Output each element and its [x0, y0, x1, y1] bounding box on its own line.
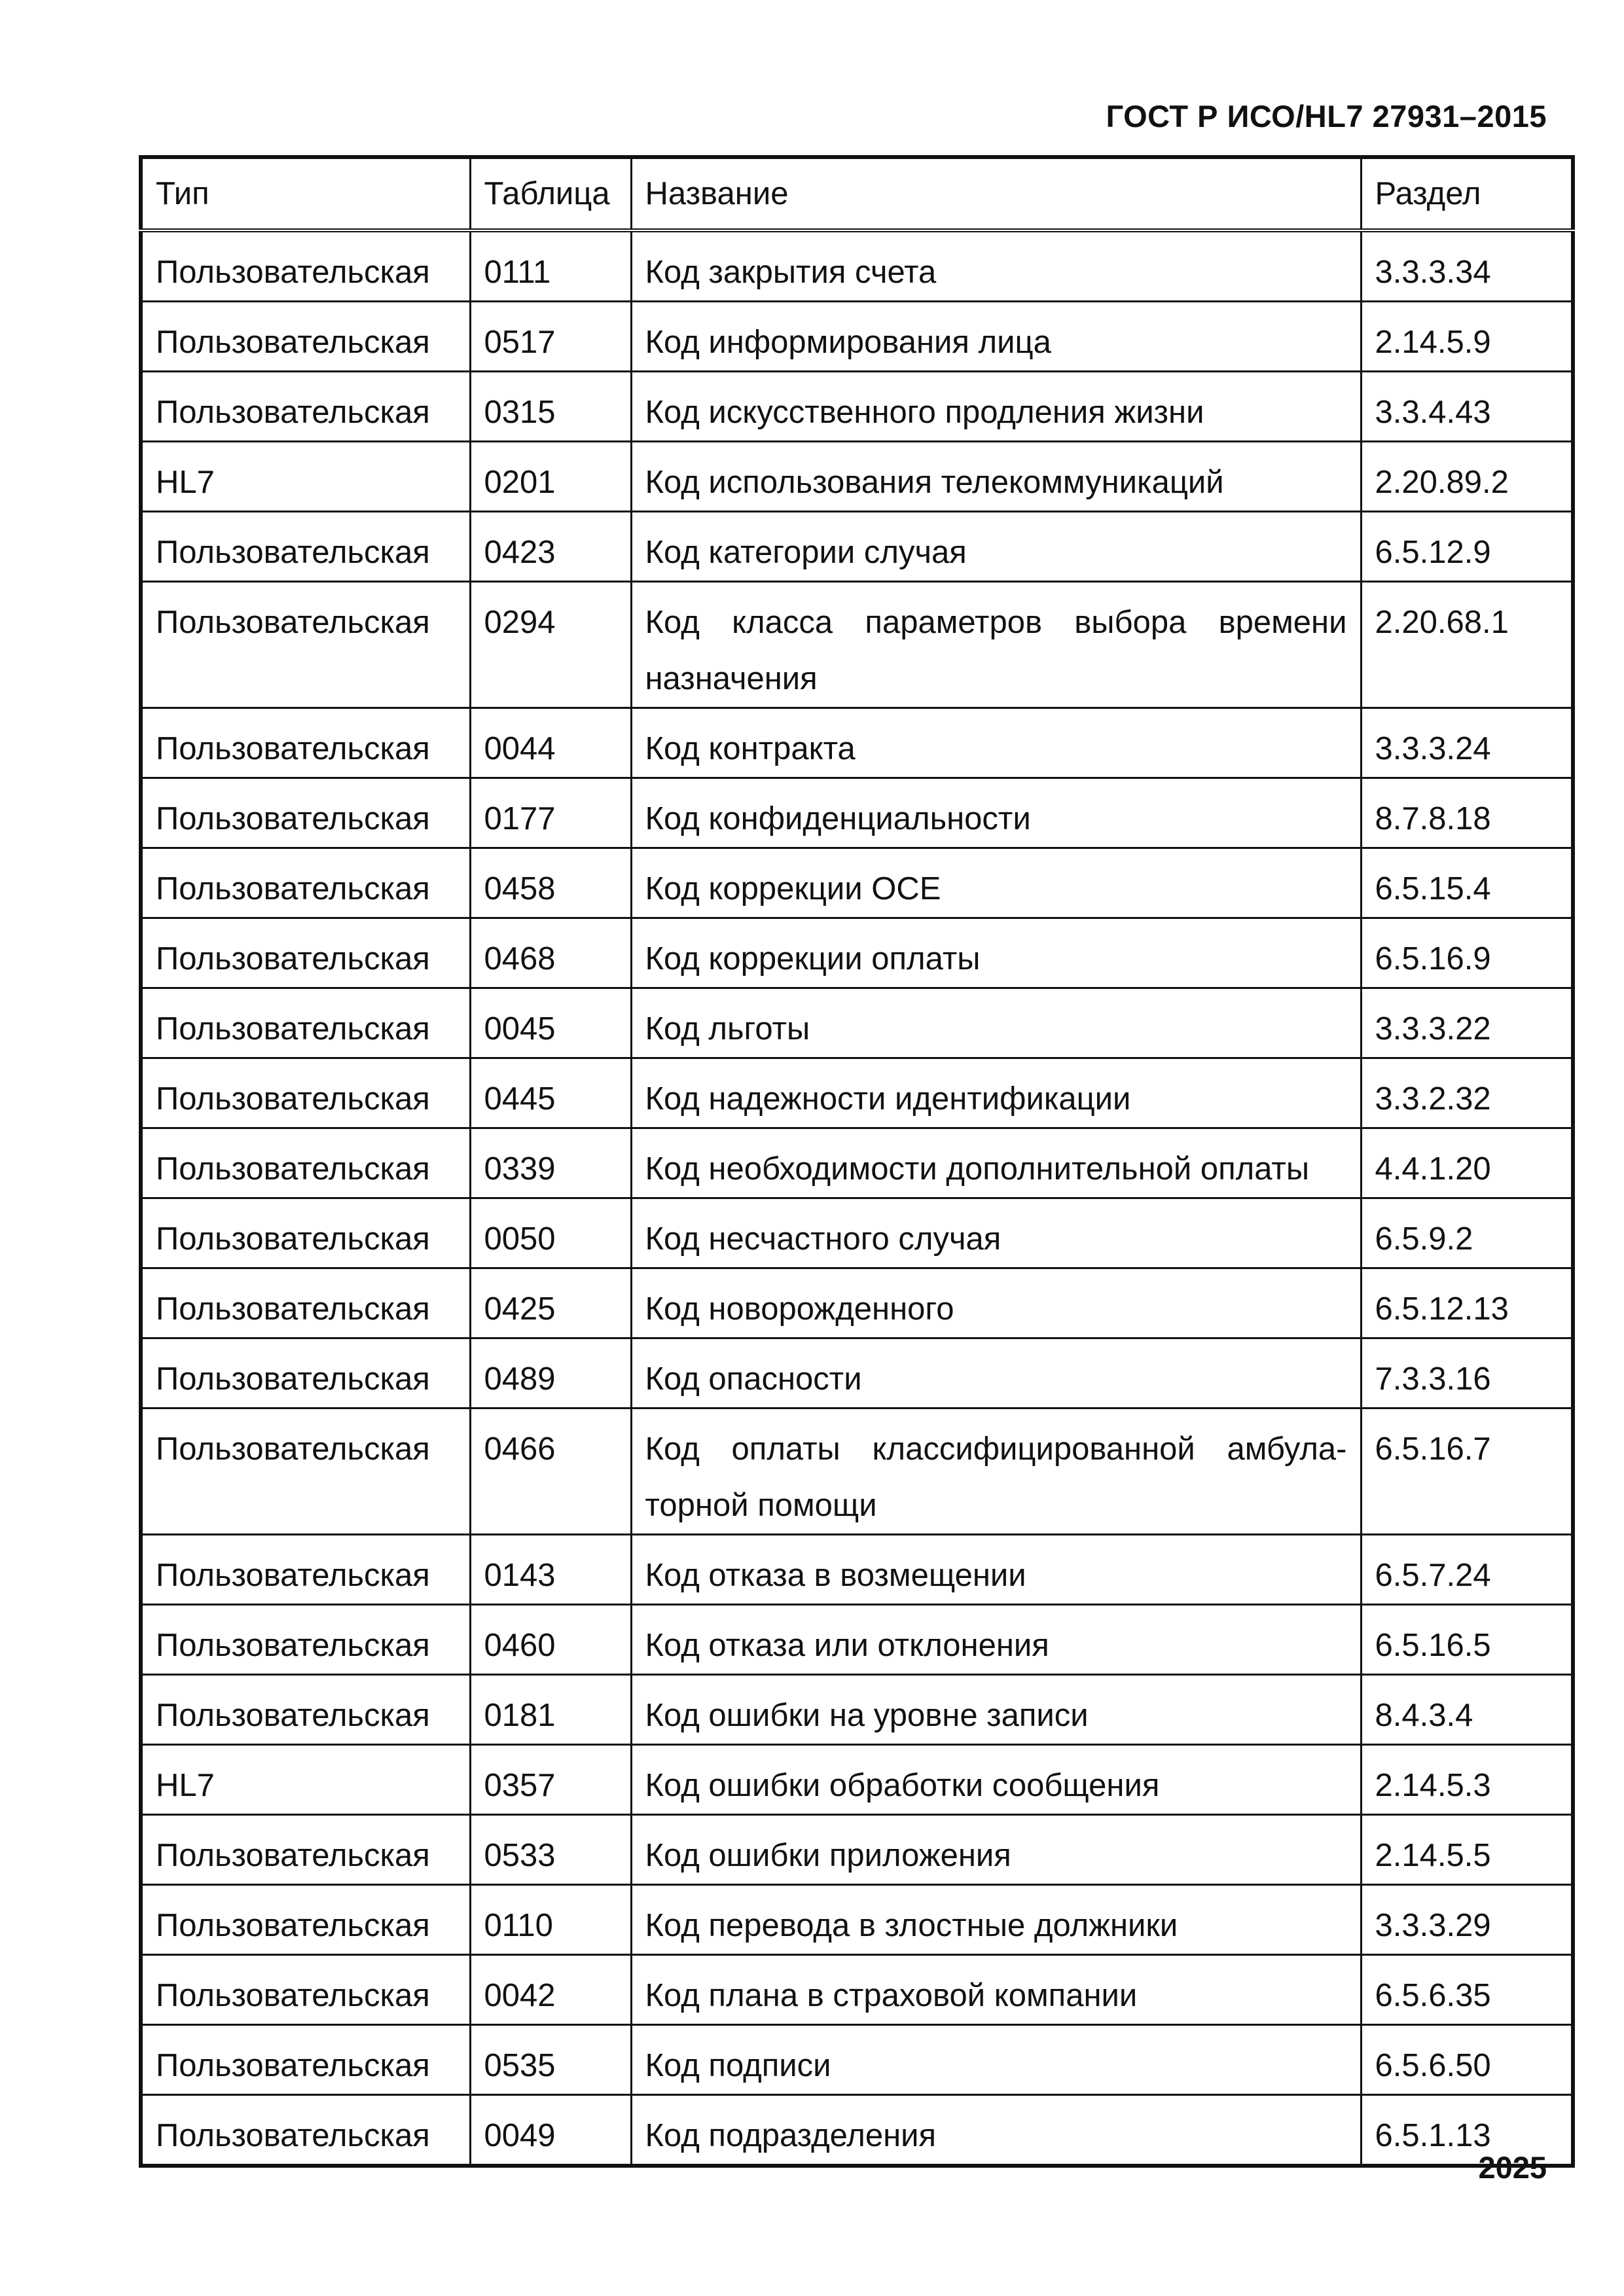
cell-table-number: 0111	[470, 230, 631, 302]
cell-table-number: 0445	[470, 1058, 631, 1128]
table-row	[141, 918, 1573, 988]
cell-table-number: 0181	[470, 1675, 631, 1745]
table-row	[141, 230, 1573, 302]
cell-table-number: 0049	[470, 2095, 631, 2166]
cell-table-number: 0517	[470, 302, 631, 372]
cell-name: Код отказа в возмещении	[631, 1535, 1361, 1605]
table-row	[141, 1535, 1573, 1605]
cell-section: 3.3.3.34	[1361, 230, 1573, 302]
cell-table-number: 0339	[470, 1128, 631, 1198]
cell-table-number: 0535	[470, 2025, 631, 2095]
cell-type: HL7	[141, 442, 470, 512]
document-header-code: ГОСТ Р ИСО/HL7 27931–2015	[1106, 99, 1547, 134]
cell-name: Код подписи	[631, 2025, 1361, 2095]
cell-type: Пользовательская	[141, 512, 470, 582]
cell-section: 4.4.1.20	[1361, 1128, 1573, 1198]
cell-type: Пользовательская	[141, 1675, 470, 1745]
cell-name: Код конфиденциальности	[631, 778, 1361, 848]
cell-name: Код подразделения	[631, 2095, 1361, 2166]
table-row	[141, 372, 1573, 442]
table-row	[141, 848, 1573, 918]
cell-type: Пользовательская	[141, 918, 470, 988]
table-row	[141, 1955, 1573, 2025]
table-row	[141, 442, 1573, 512]
cell-type: Пользовательская	[141, 1605, 470, 1675]
cell-section: 6.5.9.2	[1361, 1198, 1573, 1268]
column-header-name: Название	[631, 157, 1361, 230]
cell-section: 3.3.3.24	[1361, 708, 1573, 778]
cell-name: Код отказа или отклонения	[631, 1605, 1361, 1675]
table-row	[141, 778, 1573, 848]
table-row	[141, 512, 1573, 582]
cell-section: 8.7.8.18	[1361, 778, 1573, 848]
column-header-table: Таблица	[470, 157, 631, 230]
cell-table-number: 0468	[470, 918, 631, 988]
cell-type: Пользовательская	[141, 372, 470, 442]
cell-section: 6.5.6.50	[1361, 2025, 1573, 2095]
cell-name: Код категории случая	[631, 512, 1361, 582]
cell-section: 3.3.4.43	[1361, 372, 1573, 442]
cell-table-number: 0460	[470, 1605, 631, 1675]
cell-name: Код новорожденного	[631, 1268, 1361, 1338]
cell-type: Пользовательская	[141, 1338, 470, 1408]
cell-section: 2.14.5.5	[1361, 1815, 1573, 1885]
cell-section: 2.20.89.2	[1361, 442, 1573, 512]
cell-name: Код опасности	[631, 1338, 1361, 1408]
table-row	[141, 1128, 1573, 1198]
cell-name: Код информирования лица	[631, 302, 1361, 372]
cell-table-number: 0357	[470, 1745, 631, 1815]
cell-name: Код использования телекоммуникаций	[631, 442, 1361, 512]
table-row	[141, 302, 1573, 372]
cell-name: Код искусственного продления жизни	[631, 372, 1361, 442]
cell-section: 6.5.12.9	[1361, 512, 1573, 582]
cell-table-number: 0201	[470, 442, 631, 512]
cell-name: Код контракта	[631, 708, 1361, 778]
cell-table-number: 0425	[470, 1268, 631, 1338]
cell-type: Пользовательская	[141, 988, 470, 1058]
column-header-section: Раздел	[1361, 157, 1573, 230]
cell-type: Пользовательская	[141, 1268, 470, 1338]
table-row	[141, 2025, 1573, 2095]
cell-name: Код несчастного случая	[631, 1198, 1361, 1268]
cell-table-number: 0143	[470, 1535, 631, 1605]
cell-table-number: 0050	[470, 1198, 631, 1268]
cell-table-number: 0177	[470, 778, 631, 848]
table-row	[141, 1675, 1573, 1745]
cell-name: Код ошибки на уровне записи	[631, 1675, 1361, 1745]
cell-type: Пользовательская	[141, 1535, 470, 1605]
table-row	[141, 1198, 1573, 1268]
page-number: 2025	[1478, 2150, 1547, 2185]
table-row	[141, 1745, 1573, 1815]
cell-table-number: 0045	[470, 988, 631, 1058]
table-row	[141, 1885, 1573, 1955]
cell-name: Код ошибки приложения	[631, 1815, 1361, 1885]
cell-section: 6.5.16.5	[1361, 1605, 1573, 1675]
cell-table-number: 0315	[470, 372, 631, 442]
table-header	[141, 157, 1573, 230]
cell-name: Код класса параметров выбора времени назначения	[631, 582, 1361, 708]
cell-section: 6.5.1.13	[1361, 2095, 1573, 2166]
cell-name: Код плана в страховой компании	[631, 1955, 1361, 2025]
column-header-type: Тип	[141, 157, 470, 230]
table-body	[141, 230, 1573, 2166]
table-row	[141, 2095, 1573, 2166]
cell-name: Код коррекции оплаты	[631, 918, 1361, 988]
cell-section: 7.3.3.16	[1361, 1338, 1573, 1408]
cell-section: 2.20.68.1	[1361, 582, 1573, 708]
cell-type: Пользовательская	[141, 1128, 470, 1198]
cell-section: 2.14.5.3	[1361, 1745, 1573, 1815]
cell-table-number: 0294	[470, 582, 631, 708]
cell-type: Пользовательская	[141, 1815, 470, 1885]
cell-section: 6.5.15.4	[1361, 848, 1573, 918]
cell-section: 8.4.3.4	[1361, 1675, 1573, 1745]
cell-name: Код оплаты классифицированной амбула-торной помощи	[631, 1408, 1361, 1535]
cell-section: 6.5.16.9	[1361, 918, 1573, 988]
table-row	[141, 1268, 1573, 1338]
cell-name: Код закрытия счета	[631, 230, 1361, 302]
table-row	[141, 582, 1573, 708]
cell-type: Пользовательская	[141, 230, 470, 302]
cell-name: Код перевода в злостные должники	[631, 1885, 1361, 1955]
cell-section: 6.5.6.35	[1361, 1955, 1573, 2025]
cell-type: Пользовательская	[141, 778, 470, 848]
cell-type: Пользовательская	[141, 2095, 470, 2166]
cell-section: 6.5.12.13	[1361, 1268, 1573, 1338]
cell-table-number: 0044	[470, 708, 631, 778]
cell-type: Пользовательская	[141, 708, 470, 778]
cell-type: Пользовательская	[141, 302, 470, 372]
table-header-row	[141, 157, 1573, 230]
cell-type: Пользовательская	[141, 1198, 470, 1268]
table-row	[141, 1815, 1573, 1885]
table-row	[141, 708, 1573, 778]
cell-section: 3.3.2.32	[1361, 1058, 1573, 1128]
cell-table-number: 0466	[470, 1408, 631, 1535]
cell-table-number: 0533	[470, 1815, 631, 1885]
table-row	[141, 1408, 1573, 1535]
cell-type: Пользовательская	[141, 2025, 470, 2095]
cell-section: 6.5.16.7	[1361, 1408, 1573, 1535]
cell-name: Код коррекции ОСЕ	[631, 848, 1361, 918]
table-row	[141, 1338, 1573, 1408]
cell-name: Код ошибки обработки сообщения	[631, 1745, 1361, 1815]
cell-type: Пользовательская	[141, 848, 470, 918]
table-row	[141, 1058, 1573, 1128]
cell-section: 3.3.3.22	[1361, 988, 1573, 1058]
cell-type: Пользовательская	[141, 1885, 470, 1955]
cell-table-number: 0458	[470, 848, 631, 918]
cell-table-number: 0489	[470, 1338, 631, 1408]
cell-section: 3.3.3.29	[1361, 1885, 1573, 1955]
cell-table-number: 0042	[470, 1955, 631, 2025]
cell-type: Пользовательская	[141, 1058, 470, 1128]
cell-section: 6.5.7.24	[1361, 1535, 1573, 1605]
table-row	[141, 988, 1573, 1058]
cell-table-number: 0110	[470, 1885, 631, 1955]
cell-type: Пользовательская	[141, 1408, 470, 1535]
cell-name: Код необходимости дополнительной оплаты	[631, 1128, 1361, 1198]
cell-type: Пользовательская	[141, 1955, 470, 2025]
codes-table	[139, 155, 1575, 2168]
table-row	[141, 1605, 1573, 1675]
cell-name: Код надежности идентификации	[631, 1058, 1361, 1128]
cell-section: 2.14.5.9	[1361, 302, 1573, 372]
cell-type: Пользовательская	[141, 582, 470, 708]
cell-type: HL7	[141, 1745, 470, 1815]
cell-table-number: 0423	[470, 512, 631, 582]
cell-name: Код льготы	[631, 988, 1361, 1058]
